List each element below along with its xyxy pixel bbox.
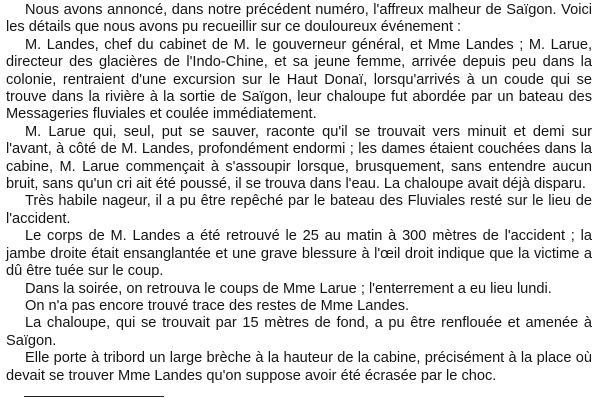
separator-rule <box>24 396 164 397</box>
paragraph-breach: Elle porte à tribord un large brèche à la hauteur de la cabine, précisément à la place où devait se trouver Mme Landes qu'on suppose avoir été écrasée par le choc. <box>6 350 592 384</box>
article-body <box>6 2 592 385</box>
paragraph-refloated: La chaloupe, qui se trouvait par 15 mètres de fond, a pu être renflouée et amenée à Saïgon. <box>6 315 592 349</box>
paragraph-body-found: Le corps de M. Landes a été retrouvé le 25 au matin à 300 mètres de l'accident ; la jambe droite était ensanglantée et une grave blessure à l'œil droit indique que la victime a dû être tuée sur le coup. <box>6 228 592 280</box>
paragraph-missing: On n'a pas encore trouvé trace des restes de Mme Landes. <box>25 297 410 314</box>
paragraph-intro: Nous avons annoncé, dans notre précédent numéro, l'affreux malheur de Saïgon. Voici les détails que nous avons pu recueillir sur ce douloureux événement : <box>6 2 592 36</box>
paragraph-rescue: Très habile nageur, il a pu être repêché par le bateau des Fluviales resté sur le lieu de l'accident. <box>6 193 592 227</box>
paragraph-evening: Dans la soirée, on retrouva le coups de Mme Larue ; l'enterrement a eu lieu lundi. <box>25 280 552 297</box>
paragraph-victims: M. Landes, chef du cabinet de M. le gouverneur général, et Mme Landes ; M. Larue, directeur des glacières de l'Indo-Chine, et sa jeune femme, arrivée depuis peu dans la colonie, rentraient d'une excursion sur le Haut Donaï, lorsqu'arrivés à un coude qui se trouve dans la rivière à la sortie de Saïgon, leur chaloupe fut abordée par un bateau des Messageries fluviales et coulée immédiatement. <box>6 36 592 123</box>
paragraph-testimony: M. Larue qui, seul, put se sauver, raconte qu'il se trouvait vers minuit et demi sur l'avant, à côté de M. Landes, profondément endormi ; les dames étaient couchées dans la cabine, M. Larue commençait à s'assoupir lorsque, brusquement, sans entendre aucun bruit, sans qu'un cri ait été poussé, il se trouva dans l'eau. La chaloupe avait déjà disparu. <box>6 123 592 193</box>
